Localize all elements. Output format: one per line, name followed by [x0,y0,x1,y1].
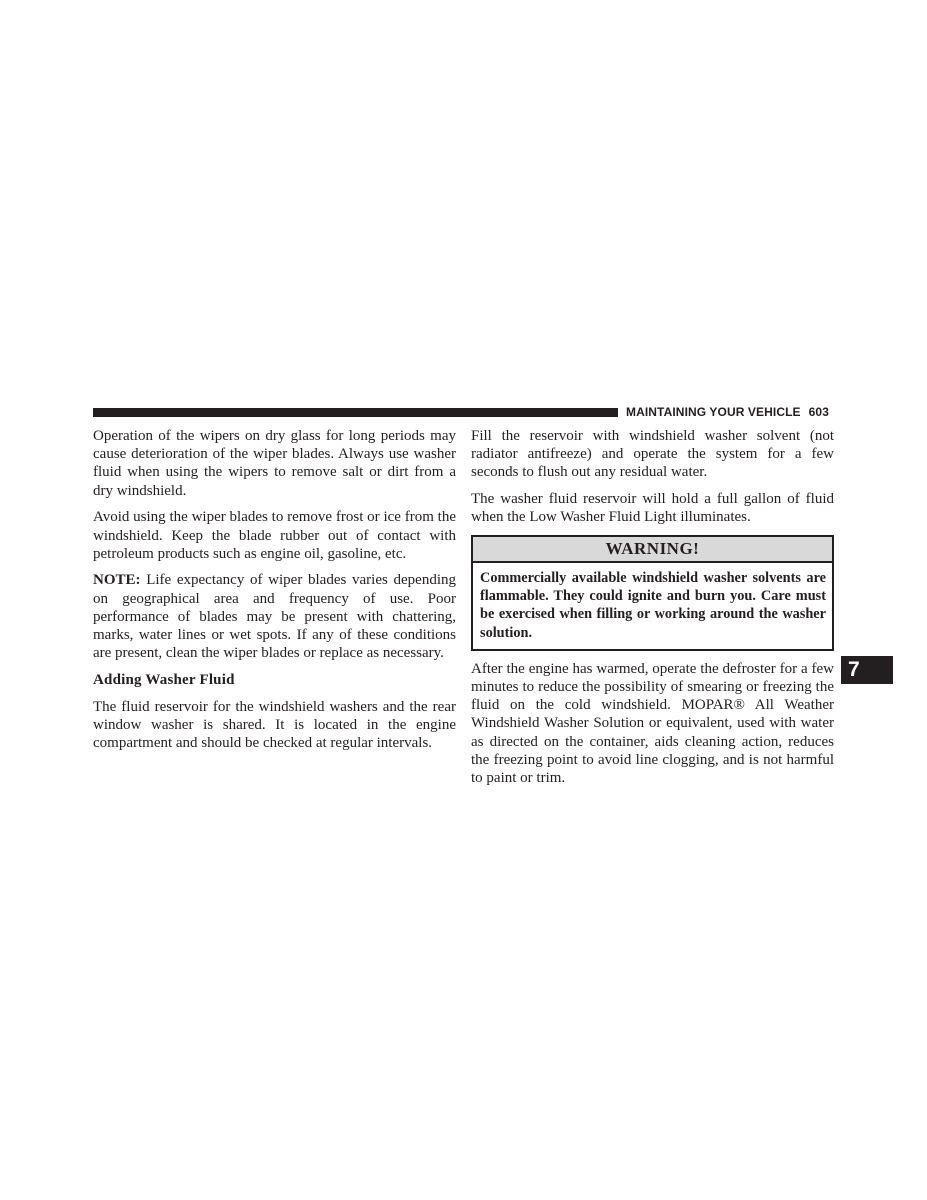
note-label: NOTE: [93,572,141,589]
paragraph-fill-reservoir: Fill the reservoir with windshield washer solvent (not radiator antifreeze) and operate the system for a few seconds to flush out any residual water. [471,428,834,481]
paragraph-full-gallon: The washer fluid reservoir will hold a full gallon of fluid when the Low Washer Fluid Light illuminates. [471,491,834,526]
warning-text: Commercially available windshield washer solvents are flammable. They could ignite and burn you. Care must be exercised when filling or working around the washer solution. [480,570,826,641]
section-title: MAINTAINING YOUR VEHICLE [626,405,801,419]
right-column [471,427,834,796]
left-column [93,427,456,761]
note-paragraph [93,571,456,662]
warning-title: WARNING! [473,537,832,563]
warning-box [471,535,834,651]
paragraph-wiper-dry-glass: Operation of the wipers on dry glass for long periods may cause deterioration of the wiper blades. Always use washer fluid when using the wipers to remove salt or dirt from a dry windshield. [93,428,456,499]
subheading-adding-washer-fluid: Adding Washer Fluid [93,671,235,688]
running-header [626,405,836,420]
paragraph-frost-ice: Avoid using the wiper blades to remove frost or ice from the windshield. Keep the blade rubber out of contact with petroleum products such as engine oil, gasoline, etc. [93,509,456,562]
paragraph-defroster: After the engine has warmed, operate the defroster for a few minutes to reduce the possibility of smearing or freezing the fluid on the cold windshield. MOPAR® All Weather Windshield Washer Solution or equivalent, used with water as directed on the container, aids cleaning action, reduces the freezing point to avoid line clogging, and is not harmful to paint or trim. [471,660,834,787]
paragraph-fluid-reservoir: The fluid reservoir for the windshield washers and the rear window washer is shared. It is located in the engine compartment and should be checked at regular intervals. [93,698,456,752]
page-number: 603 [808,405,829,419]
note-text: Life expectancy of wiper blades varies depending on geographical area and frequency of use. Poor performance of blades may be present with chattering, marks, water lines or wet spots. If any of these conditions are present, clean the wiper blades or replace as necessary. [93,572,456,662]
chapter-tab: 7 [841,656,893,684]
header-rule [93,408,618,417]
